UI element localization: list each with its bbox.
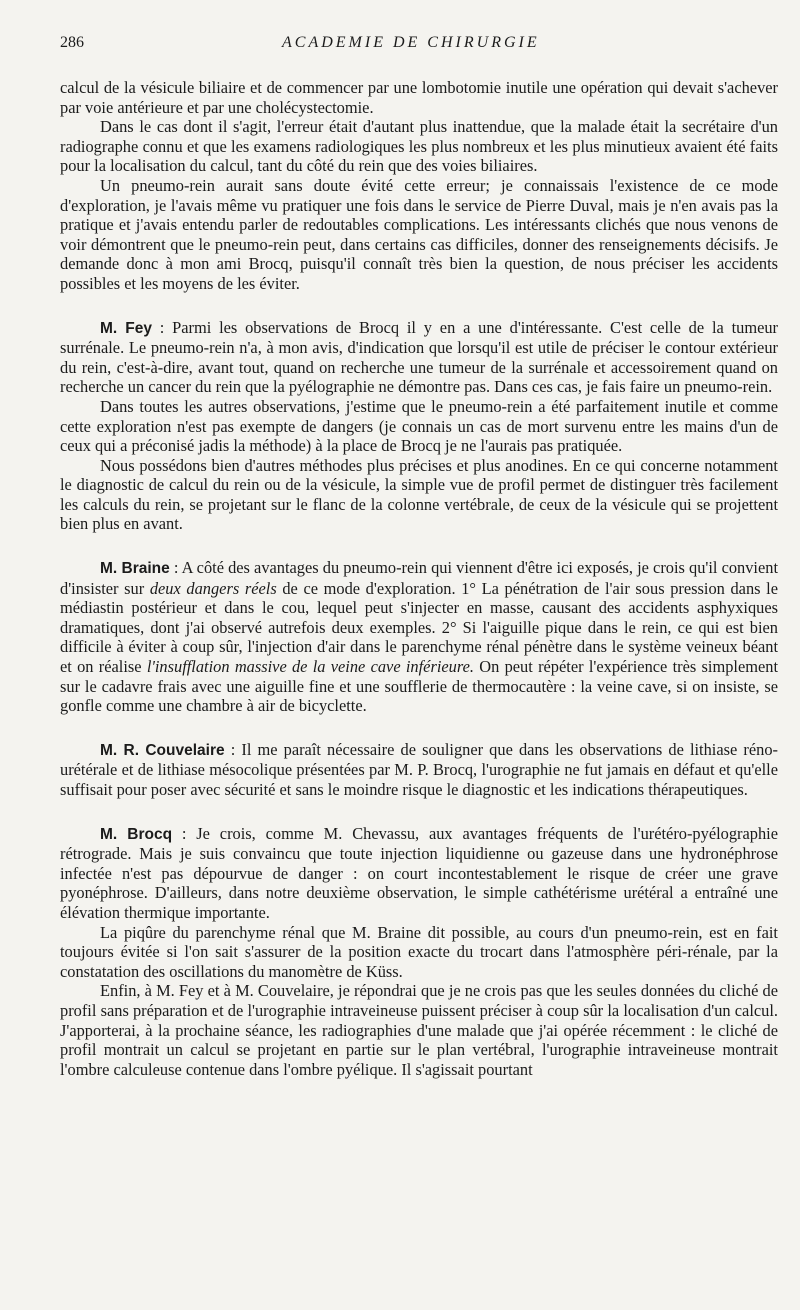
speaker-name: M. Brocq (100, 825, 173, 843)
speaker-paragraph-couvelaire: M. R. Couvelaire : Il me paraît nécessaire de souligner que dans les observations de lithiase réno-urétérale et de lithiase mésocolique présentées par M. P. Brocq, l'urographie ne fut jamais en défaut et qu'elle suffisait pour poser avec sécurité et sans le moindre risque le diagnostic et les indications thérapeutiques. (60, 739, 778, 799)
page-header (60, 34, 778, 64)
paragraph: calcul de la vésicule biliaire et de commencer par une lombotomie inutile une opération qui devait s'achever par voie antérieure et par une cholécystectomie. (60, 78, 778, 117)
paragraph: Dans toutes les autres observations, j'estime que le pneumo-rein a été parfaitement inutile et comme cette exploration n'est pas exempte de dangers (je connais un cas de mort survenu entre les mains d'un de ceux qui a préconisé jadis la méthode) à la place de Brocq je ne l'aurais pas pratiquée. (60, 396, 778, 456)
paragraph: Dans le cas dont il s'agit, l'erreur était d'autant plus inattendue, que la malade était la secrétaire d'un radiographe connu et que les examens radiologiques les plus nombreux et les plus minutieux avaient été faits pour la localisation du calcul, tant du côté du rein que des voies biliaires. (60, 117, 778, 176)
paragraph: Nous possédons bien d'autres méthodes plus précises et plus anodines. En ce qui concerne notamment le diagnostic de calcul du rein ou de la vésicule, la simple vue de profil permet de distinguer très facilement les calculs du rein, se projetant sur le flanc de la colonne vertébrale, de ceux de la vésicule qui se projettent bien plus en avant. (60, 455, 778, 534)
page-body (60, 78, 778, 1079)
running-title: ACADEMIE DE CHIRURGIE (282, 34, 540, 51)
speaker-name: M. R. Couvelaire (100, 741, 225, 759)
paragraph: Enfin, à M. Fey et à M. Couvelaire, je répondrai que je ne crois pas que les seules données du cliché de profil sans préparation et de l'urographie intraveineuse puissent préciser à coup sûr la localisation d'un calcul. J'apporterai, à la prochaine séance, les radiographies d'une malade que j'ai opérée récemment : le cliché de profil montrait un calcul se projetant en partie sur le plan vertébral, l'urographie intraveineuse montrait l'ombre calculeuse contenue dans l'ombre pyélique. Il s'agissait pourtant (60, 981, 778, 1079)
speaker-paragraph-brocq: M. Brocq : Je crois, comme M. Chevassu, aux avantages fréquents de l'urétéro-pyélographie rétrograde. Mais je suis convaincu que toute injection liquidienne ou gazeuse dans une hydronéphrose infectée n'est pas dépourvue de danger : on court incontestablement le risque de créer une grave pyonéphrose. D'ailleurs, dans notre deuxième observation, le simple cathétérisme urétéral a entraîné une élévation thermique importante. (60, 823, 778, 922)
italic-phrase: deux dangers réels (149, 578, 277, 598)
page-number: 286 (60, 34, 84, 51)
speaker-name: M. Braine (100, 560, 170, 578)
paragraph: Un pneumo-rein aurait sans doute évité cette erreur; je connaissais l'existence de ce mode d'exploration, je l'avais même vu pratiquer une fois dans le service de Pierre Duval, mais je n'en avais pas la pratique et j'avais entendu parler de redoutables complications. Les intéressants clichés que nous venons de voir démontrent que le pneumo-rein peut, dans certains cas difficiles, donner des renseignements décisifs. Je demande donc à mon ami Brocq, puisqu'il connaît très bien la question, de nous préciser les accidents possibles et les moyens de les éviter. (60, 175, 778, 293)
speaker-name: M. Fey (100, 319, 152, 337)
italic-phrase: l'insufflation massive de la veine cave inférieure. (146, 657, 475, 677)
speaker-paragraph-fey: M. Fey : Parmi les observations de Brocq il y en a une d'intéressante. C'est celle de la tumeur surrénale. Le pneumo-rein n'a, à mon avis, d'indication que lorsqu'il est utile de préciser le contour extérieur du rein, c'est-à-dire, avant tout, quand on recherche une tumeur de la surrénale et accessoirement quand on recherche un cancer du rein que la pyélographie ne démontre pas. Dans ces cas, je fais faire un pneumo-rein. (60, 317, 779, 397)
paragraph: La piqûre du parenchyme rénal que M. Braine dit possible, au cours d'un pneumo-rein, est en fait toujours évitée si l'on sait s'assurer de la position exacte du trocart dans l'atmosphère péri-rénale, par la constatation des oscillations du manomètre de Küss. (60, 922, 778, 981)
speaker-paragraph-braine: M. Braine : A côté des avantages du pneumo-rein qui viennent d'être ici exposés, je crois qu'il convient d'insister sur deux dangers réels de ce mode d'exploration. 1° La pénétration de l'air sous pression dans le médiastin postérieur et dans le cou, lequel peut s'injecter en masse, causant des accidents asphyxiques dramatiques, dont j'ai observé autrefois deux exemples. 2° Si l'aiguille pique dans le rein, ce qui est bien difficile à éviter à coup sûr, l'injection d'air dans le parenchyme rénal pénètre dans le système veineux béant et on réalise l'insufflation massive de la veine cave inférieure. On peut répéter l'expérience très simplement sur le cadavre frais avec une aiguille fine et une soufflerie de thermocautère : la veine cave, si on insiste, se gonfle comme une chambre à air de bicyclette. (60, 558, 779, 716)
